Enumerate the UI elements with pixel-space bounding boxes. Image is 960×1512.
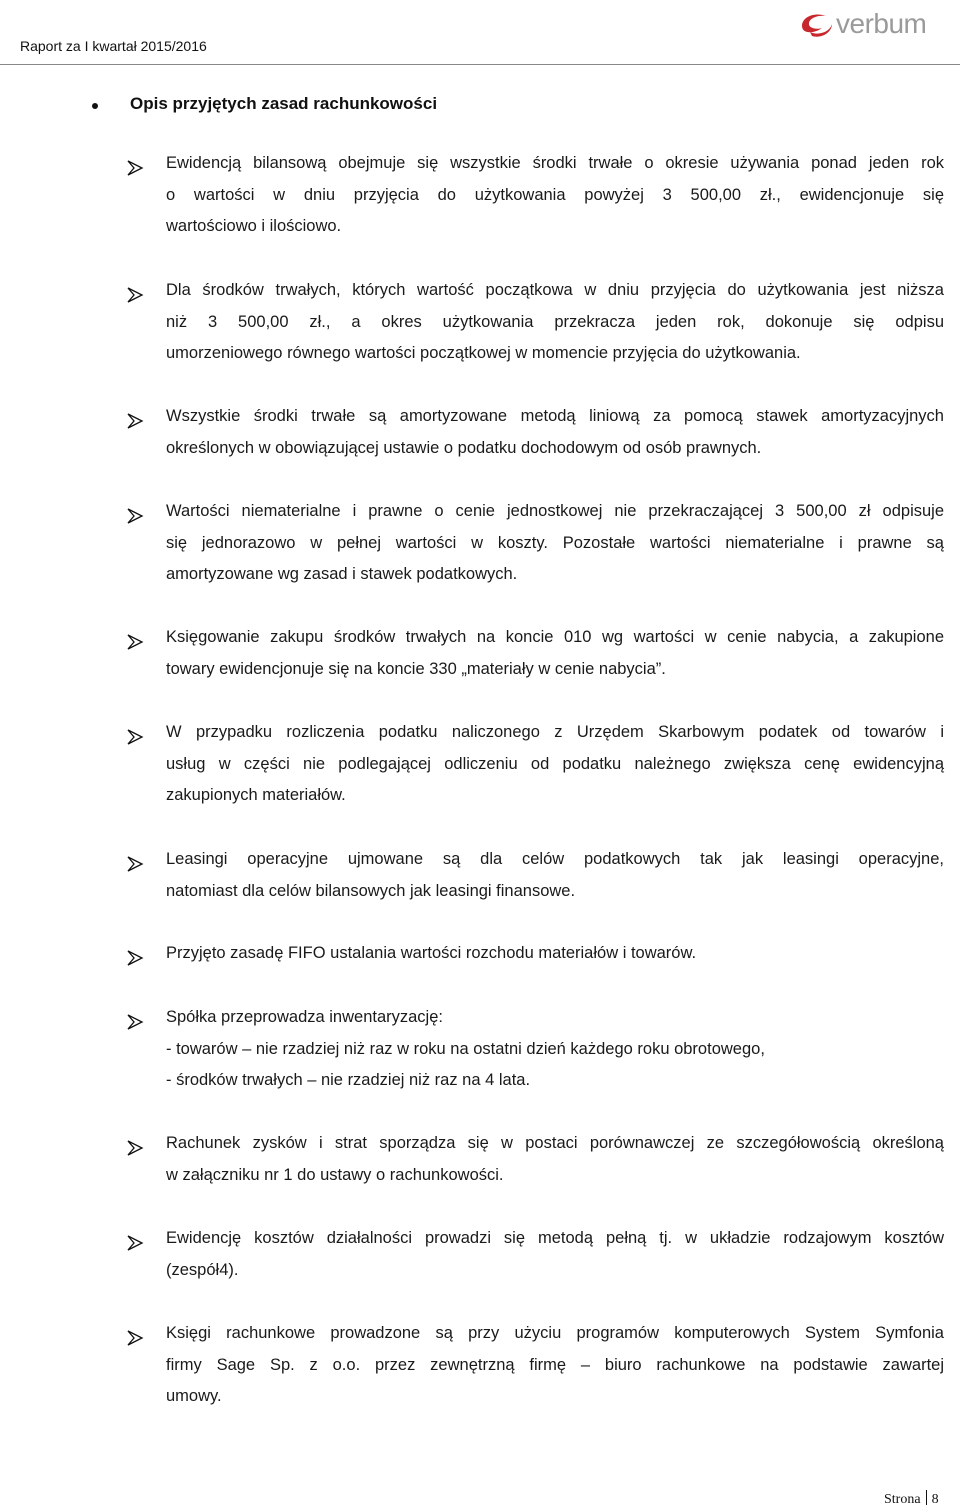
list-item-text	[166, 148, 944, 243]
text-line: określonych w obowiązującej ustawie o podatku dochodowym od osób prawnych.	[166, 438, 762, 457]
bullet-dot-icon	[92, 103, 98, 109]
list-item-text	[166, 496, 944, 591]
page-header	[0, 0, 960, 64]
text-line: Dla środków trwałych, których wartość początkowa w dniu przyjęcia do użytkowania jest niższa	[166, 281, 944, 299]
page-footer	[884, 1490, 939, 1508]
text-line: się jednorazowo w pełnej wartości w koszty. Pozostałe wartości niematerialne i prawne są	[166, 533, 944, 552]
page-label: Strona	[884, 1492, 921, 1507]
list-item-text	[166, 275, 944, 370]
arrow-bullet-icon	[126, 413, 144, 429]
text-line: amortyzowane wg zasad i stawek podatkowych.	[166, 565, 518, 584]
arrow-bullet-icon	[126, 1014, 144, 1030]
text-line: w załączniku nr 1 do ustawy o rachunkowości.	[166, 1165, 504, 1184]
report-title: Raport za I kwartał 2015/2016	[20, 38, 207, 54]
text-line: towary ewidencjonuje się na koncie 330 „materiały w cenie nabycia”.	[166, 659, 666, 678]
text-line: zakupionych materiałów.	[166, 786, 346, 805]
text-line: Rachunek zysków i strat sporządza się w postaci porównawczej ze szczegółowością określoną	[166, 1134, 944, 1152]
page-number: 8	[931, 1492, 939, 1507]
logo-text: verbum	[836, 8, 927, 39]
list-item-text	[166, 717, 944, 812]
arrow-bullet-icon	[126, 1330, 144, 1346]
section-heading-text: Opis przyjętych zasad rachunkowości	[130, 94, 438, 113]
arrow-bullet-icon	[126, 508, 144, 524]
text-line: Spółka przeprowadza inwentaryzację:	[166, 1008, 443, 1026]
text-line: Wartości niematerialne i prawne o cenie jednostkowej nie przekraczającej 3 500,00 zł odpisuje	[166, 502, 944, 520]
verbum-logo	[796, 6, 956, 40]
arrow-bullet-icon	[126, 729, 144, 745]
text-line: Przyjęto zasadę FIFO ustalania wartości rozchodu materiałów i towarów.	[166, 944, 697, 962]
text-line: Leasingi operacyjne ujmowane są dla celów podatkowych tak jak leasingi operacyjne,	[166, 850, 944, 868]
list-item-text	[166, 844, 944, 907]
arrow-bullet-icon	[126, 1140, 144, 1156]
list-item-text	[166, 1318, 944, 1413]
header-divider	[0, 64, 960, 65]
list-item-text	[166, 401, 944, 464]
list-item-text	[166, 938, 944, 970]
arrow-bullet-icon	[126, 950, 144, 966]
text-line: - towarów – nie rzadziej niż raz w roku na ostatni dzień każdego roku obrotowego,	[166, 1039, 765, 1058]
arrow-bullet-icon	[126, 287, 144, 303]
arrow-bullet-icon	[126, 1235, 144, 1251]
text-line: niż 3 500,00 zł., a okres użytkowania przekracza jeden rok, dokonuje się odpisu	[166, 312, 944, 331]
text-line: Wszystkie środki trwałe są amortyzowane metodą liniową za pomocą stawek amortyzacyjnych	[166, 407, 944, 425]
text-line: umorzeniowego równego wartości początkowej w momencie przyjęcia do użytkowania.	[166, 344, 801, 363]
arrow-bullet-icon	[126, 160, 144, 176]
text-line: - środków trwałych – nie rzadziej niż raz na 4 lata.	[166, 1071, 531, 1090]
arrow-bullet-icon	[126, 856, 144, 872]
text-line: umowy.	[166, 1387, 222, 1406]
text-line: Ewidencję kosztów działalności prowadzi się metodą pełną tj. w układzie rodzajowym kosztów	[166, 1229, 944, 1247]
text-line: firmy Sage Sp. z o.o. przez zewnętrzną firmę – biuro rachunkowe na podstawie zawartej	[166, 1355, 944, 1374]
text-line: Ewidencją bilansową obejmuje się wszystkie środki trwałe o okresie używania ponad jeden rok	[166, 154, 944, 172]
text-line: usług w części nie podlegającej odliczeniu od podatku należnego zwiększa cenę ewidencyjną	[166, 754, 944, 773]
list-item-text	[166, 622, 944, 685]
text-line: (zespół4).	[166, 1260, 239, 1279]
text-line: wartościowo i ilościowo.	[166, 217, 342, 236]
text-line: Księgowanie zakupu środków trwałych na koncie 010 wg wartości w cenie nabycia, a zakupione	[166, 628, 944, 646]
list-item-text	[166, 1128, 944, 1191]
text-line: Księgi rachunkowe prowadzone są przy użyciu programów komputerowych System Symfonia	[166, 1324, 944, 1342]
list-item-text	[166, 1002, 944, 1097]
list-item-text	[166, 1223, 944, 1286]
arrow-bullet-icon	[126, 634, 144, 650]
text-line: natomiast dla celów bilansowych jak leasingi finansowe.	[166, 881, 576, 900]
text-line: W przypadku rozliczenia podatku naliczonego z Urzędem Skarbowym podatek od towarów i	[166, 723, 944, 741]
text-line: o wartości w dniu przyjęcia do użytkowania powyżej 3 500,00 zł., ewidencjonuje się	[166, 185, 944, 204]
footer-separator	[926, 1490, 927, 1505]
